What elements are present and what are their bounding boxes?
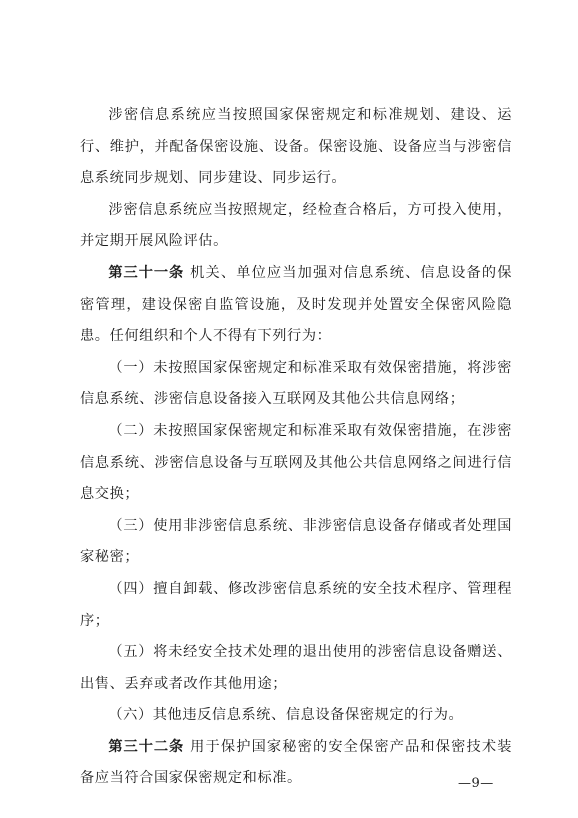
list-item-2 bbox=[80, 416, 512, 511]
article-32-heading: 第三十二条 bbox=[108, 738, 185, 755]
paragraph-text: （一）未按照国家保密规定和标准采取有效保密措施，将涉密信息系统、涉密信息设备接入互联网及其他公共信息网络； bbox=[80, 359, 512, 408]
list-item-1 bbox=[80, 353, 512, 416]
paragraph-2 bbox=[80, 195, 512, 258]
paragraph-text: 机关、单位应当加强对信息系统、信息设备的保密管理，建设保密自监管设施，及时发现并处置安全保密风险隐患。任何组织和个人不得有下列行为： bbox=[80, 264, 512, 345]
paragraph-text: （五）将未经安全技术处理的退出使用的涉密信息设备赠送、出售、丢弃或者改作其他用途； bbox=[80, 644, 512, 692]
paragraph-text: （四）擅自卸载、修改涉密信息系统的安全技术程序、管理程序； bbox=[80, 580, 512, 629]
paragraph-text: 用于保护国家秘密的安全保密产品和保密技术装备应当符合国家保密规定和标准。 bbox=[80, 738, 512, 787]
article-31 bbox=[80, 258, 512, 353]
paragraph-1 bbox=[80, 100, 512, 195]
paragraph-text: 涉密信息系统应当按照国家保密规定和标准规划、建设、运行、维护，并配备保密设施、设备。保密设施、设备应当与涉密信息系统同步规划、同步建设、同步运行。 bbox=[80, 107, 512, 187]
list-item-6 bbox=[80, 700, 512, 732]
list-item-5 bbox=[80, 637, 512, 700]
paragraph-text: （二）未按照国家保密规定和标准采取有效保密措施，在涉密信息系统、涉密信息设备与互联网及其他公共信息网络之间进行信息交换； bbox=[80, 422, 512, 503]
paragraph-text: （六）其他违反信息系统、信息设备保密规定的行为。 bbox=[108, 707, 464, 724]
document-body bbox=[80, 100, 512, 795]
page-number: —9— bbox=[458, 776, 494, 791]
article-32 bbox=[80, 732, 512, 795]
paragraph-text: （三）使用非涉密信息系统、非涉密信息设备存储或者处理国家秘密； bbox=[80, 517, 512, 566]
list-item-3 bbox=[80, 511, 512, 574]
article-31-heading: 第三十一条 bbox=[108, 264, 185, 281]
list-item-4 bbox=[80, 574, 512, 637]
paragraph-text: 涉密信息系统应当按照规定，经检查合格后，方可投入使用，并定期开展风险评估。 bbox=[80, 201, 512, 250]
